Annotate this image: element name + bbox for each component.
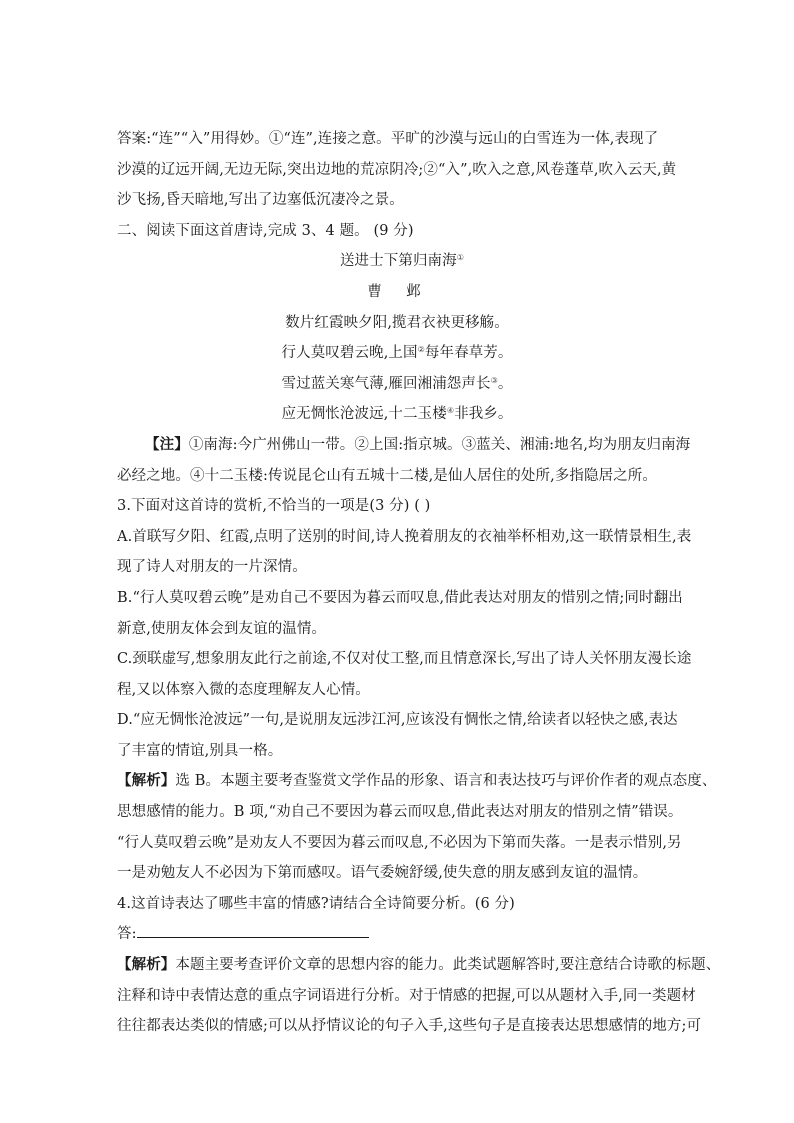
poem-title-note-mark: ① xyxy=(456,253,465,263)
question-3-stem: 3.下面对这首诗的赏析,不恰当的一项是(3 分) ( ) xyxy=(117,498,431,515)
poem-line-4-b: 非我乡。 xyxy=(454,406,513,423)
option-d-line-2: 了丰富的情谊,别具一格。 xyxy=(117,742,283,759)
prev-answer-line-1: 答案:“连”“入”用得妙。①“连”,连接之意。平旷的沙漠与远山的白雪连为一体,表现了 xyxy=(117,131,659,147)
option-a-line-2: 现了诗人对朋友的一片深情。 xyxy=(117,559,307,576)
note-line-1 xyxy=(117,430,691,461)
option-b-line-2: 新意,使朋友体会到友谊的温情。 xyxy=(117,620,327,637)
option-d-line-1: D.“应无惆怅沧波远”一句,是说朋友远涉江河,应该没有惆怅之情,给读者以轻快之感,表达 xyxy=(117,712,678,729)
poem-line-3 xyxy=(117,369,677,400)
option-c-line-2: 程,又以体察入微的态度理解友人心情。 xyxy=(117,681,370,698)
poem-title-text: 送进士下第归南海 xyxy=(339,253,457,270)
q4-analysis-text-1: 本题主要考查评价文章的思想内容的能力。此类试题解答时,要注意结合诗歌的标题、 xyxy=(175,957,721,974)
poem-line-2 xyxy=(117,338,677,369)
document-body xyxy=(117,124,721,1042)
q4-answer-label: 答: xyxy=(117,926,137,943)
poem-line-3-b: 。 xyxy=(497,375,513,392)
poem-line-3-a: 雪过蓝关寒气薄,雁回湘浦怨声长 xyxy=(281,375,491,392)
poem-line-4-a: 应无惆怅沧波远,十二玉楼 xyxy=(281,406,447,423)
note-line-2: 必经之地。④十二玉楼:传说昆仑山有五城十二楼,是仙人居住的处所,多指隐居之所。 xyxy=(117,467,657,484)
q3-analysis-label: 【解析】 xyxy=(117,772,176,790)
q3-analysis-line-1 xyxy=(117,766,717,797)
poem-line-2-b: 每年春草芳。 xyxy=(424,345,513,362)
poem-line-4 xyxy=(117,399,677,430)
question-4-stem: 4.这首诗表达了哪些丰富的情感?请结合全诗简要分析。(6 分) xyxy=(117,895,515,912)
poem-line-1: 数片红霞映夕阳,揽君衣袂更移觞。 xyxy=(285,314,509,331)
note-text-1: ①南海:今广州佛山一带。②上国:指京城。③蓝关、湘浦:地名,均为朋友归南海 xyxy=(188,436,691,453)
q4-analysis-line-1 xyxy=(117,950,721,981)
q4-answer-line xyxy=(117,919,677,950)
option-a-line-1: A.首联写夕阳、红霞,点明了送别的时间,诗人挽着朋友的衣袖举杯相劝,这一联情景相生,表 xyxy=(117,528,692,545)
answer-blank[interactable] xyxy=(137,921,369,938)
poem-line-4-note-mark: ④ xyxy=(446,406,455,416)
poem-author: 曹 邺 xyxy=(367,283,431,300)
q4-analysis-line-2: 注释和诗中表情达意的重点字词语进行分析。对于情感的把握,可以从题材入手,同一类题材 xyxy=(117,987,696,1004)
option-b-line-1: B.“行人莫叹碧云晚”是劝自己不要因为暮云而叹息,借此表达对朋友的惜别之情;同时翻出 xyxy=(117,589,683,606)
poem-title xyxy=(117,246,677,277)
prev-answer-line-2: 沙漠的辽远开阔,无边无际,突出边地的荒凉阴冷;②“入”,吹入之意,风卷蓬草,吹入云天,黄 xyxy=(117,161,677,178)
q4-analysis-label: 【解析】 xyxy=(117,956,176,974)
poem-line-3-note-mark: ③ xyxy=(490,375,498,385)
poem-line-2-a: 行人莫叹碧云晚,上国 xyxy=(281,345,418,362)
prev-answer-line-3: 沙飞扬,昏天暗地,写出了边塞低沉凄冷之景。 xyxy=(117,192,404,209)
q3-analysis-line-3: “行人莫叹碧云晚”是劝友人不要因为暮云而叹息,不必因为下第而失落。一是表示惜别,另 xyxy=(117,834,682,851)
option-c-line-1: C.颈联虚写,想象朋友此行之前途,不仅对仗工整,而且情意深长,写出了诗人关怀朋友漫长途 xyxy=(117,651,692,668)
section-heading: 二、阅读下面这首唐诗,完成 3、4 题。 (9 分) xyxy=(117,222,414,239)
q3-analysis-line-2: 思想感情的能力。B 项,“劝自己不要因为暮云而叹息,借此表达对朋友的惜别之情”错误。 xyxy=(117,804,683,821)
q4-analysis-line-3: 往往都表达类似的情感;可以从抒情议论的句子入手,这些句子是直接表达思想感情的地方;可 xyxy=(117,1018,702,1035)
q3-analysis-text-1: 选 B。本题主要考查鉴赏文学作品的形象、语言和表达技巧与评价作者的观点态度、 xyxy=(175,773,717,790)
q3-analysis-line-4: 一是劝勉友人不必因为下第而感叹。语气委婉舒缓,使失意的朋友感到友谊的温情。 xyxy=(117,865,648,882)
note-label: 【注】 xyxy=(145,435,189,453)
poem-line-2-note-mark: ② xyxy=(417,345,425,355)
